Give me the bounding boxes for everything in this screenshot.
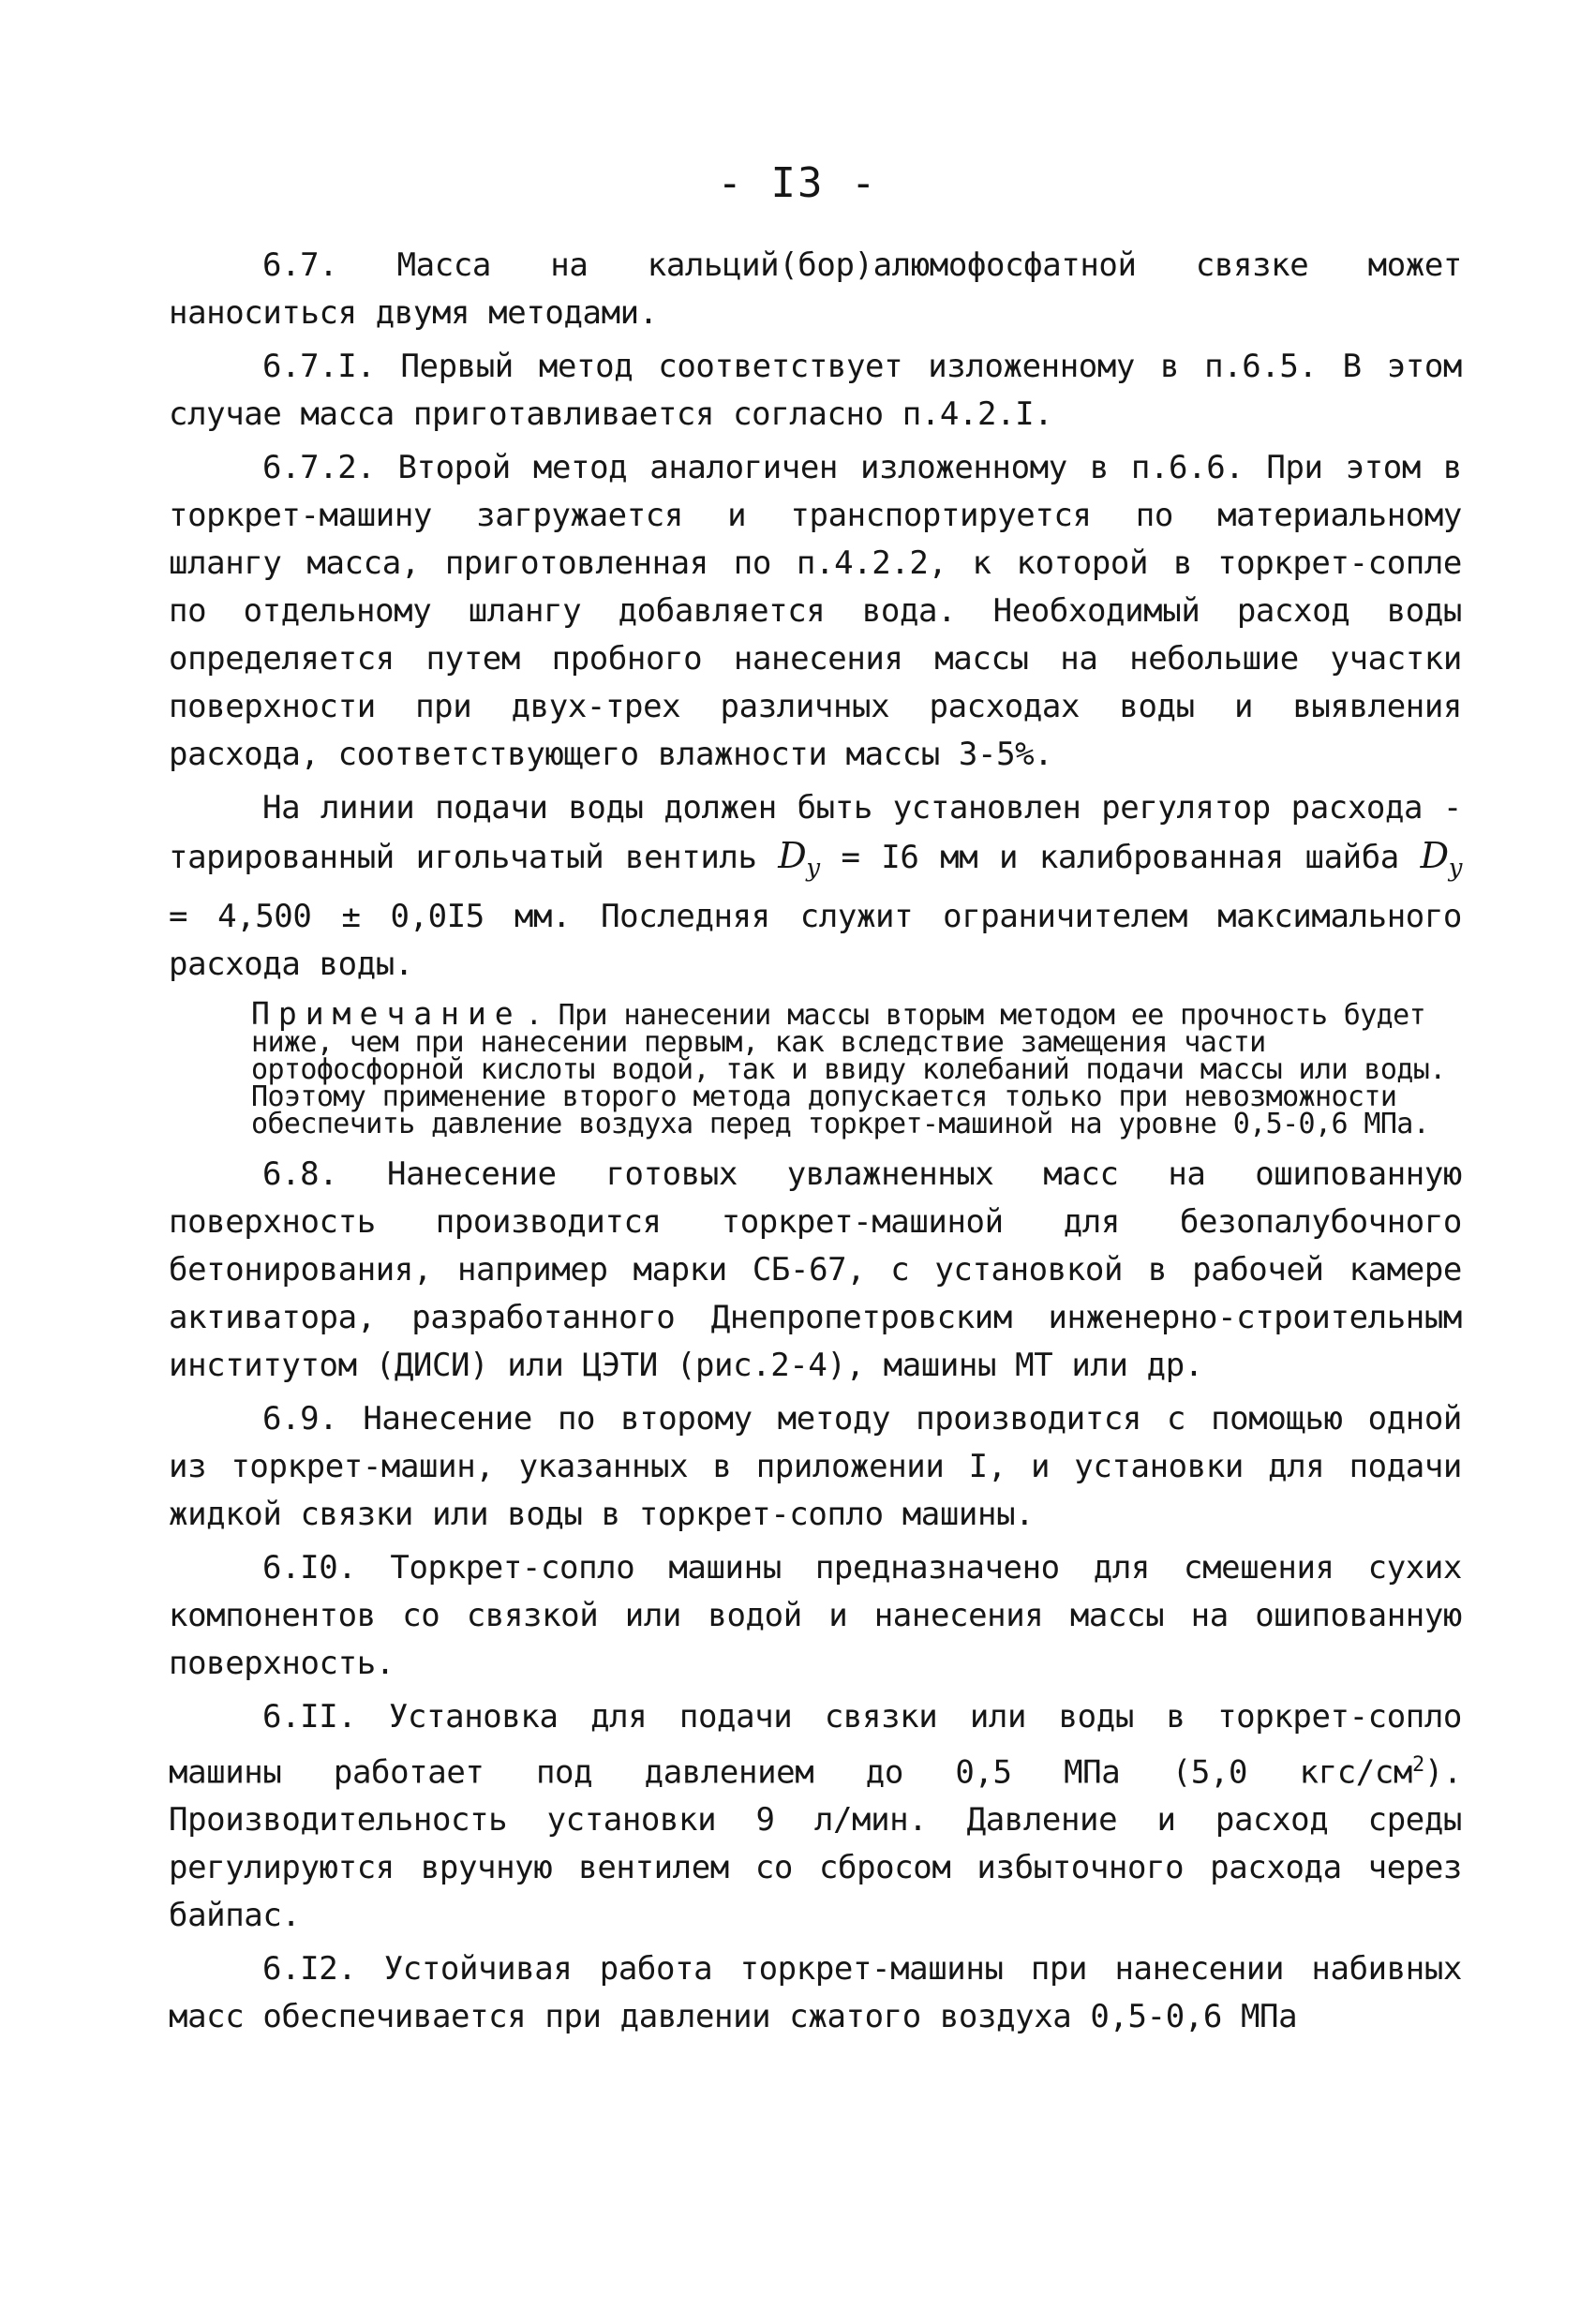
document-body	[169, 242, 1462, 2047]
regulator-text-c: = 4,500 ± 0,0I5 мм. Последняя служит ограничителем максимального расхода воды.	[169, 897, 1462, 983]
note-block	[251, 994, 1462, 1140]
washer-diameter-symbol: $D_y$	[1420, 835, 1463, 883]
pressure-text-b: ). Производительность установки 9 л/мин. Давление и расход среды регулируются вручную вентилем со сбросом избыточного расхода через байпас.	[169, 1752, 1462, 1934]
paragraph-6-7: 6.7. Масса на кальций(бор)алюмофосфатной связке может наноситься двумя методами.	[169, 246, 1462, 332]
paragraph-6-11	[169, 1693, 1462, 1940]
nominal-diameter-symbol: $D_y$	[778, 835, 820, 883]
paragraph-6-10: 6.I0. Торкрет-сопло машины предназначено для смешения сухих компонентов со связкой или водой и нанесения массы на ошипованную поверхность.	[169, 1548, 1462, 1682]
pressure-text-a: 6.II. Установка для подачи связки или воды в торкрет-сопло машины работает под давлением до 0,5 МПа (5,0 кгс/см	[169, 1697, 1462, 1791]
paragraph-regulator	[169, 784, 1462, 989]
note-text: . При нанесении массы вторым методом ее прочность будет ниже, чем при нанесении первым, как вследствие замещения части ортофосфорной кислоты водой, так и ввиду колебаний подачи массы или воды. Поэтому применение второго метода допускается только при невозможности обеспечить давление воздуха перед торкрет-машиной на уровне 0,5-0,6 МПа.	[251, 998, 1446, 1140]
squared-superscript: 2	[1412, 1752, 1424, 1777]
paragraph-6-9: 6.9. Нанесение по второму методу производится с помощью одной из торкрет-машин, указанных в приложении I, и установки для подачи жидкой связки или воды в торкрет-сопло машины.	[169, 1399, 1462, 1533]
paragraph-6-12: 6.I2. Устойчивая работа торкрет-машины при нанесении набивных масс обеспечивается при давлении сжатого воздуха 0,5-0,6 МПа	[169, 1949, 1462, 2035]
regulator-text-b: = I6 мм и калиброванная шайба	[841, 839, 1399, 876]
paragraph-6-8: 6.8. Нанесение готовых увлажненных масс на ошипованную поверхность производится торкрет-машиной для безопалубочного бетонирования, например марки СБ-67, с установкой в рабочей камере активатора, разработанного Днепропетровским инженерно-строительным институтом (ДИСИ) или ЦЭТИ (рис.2-4), машины МТ или др.	[169, 1155, 1462, 1384]
note-label: Примечание	[251, 994, 522, 1032]
paragraph-6-7-2: 6.7.2. Второй метод аналогичен изложенному в п.6.6. При этом в торкрет-машину загружается и транспортируется по материальному шлангу масса, приготовленная по п.4.2.2, к которой в торкрет-сопле по отдельному шлангу добавляется вода. Необходимый расход воды определяется путем пробного нанесения массы на небольшие участки поверхности при двух-трех различных расходах воды и выявления расхода, соответствующего влажности массы 3-5%.	[169, 449, 1462, 773]
paragraph-6-7-1: 6.7.I. Первый метод соответствует изложенному в п.6.5. В этом случае масса приготавливается согласно п.4.2.I.	[169, 348, 1462, 433]
regulator-text-a: На линии подачи воды должен быть установлен регулятор расхода - тарированный игольчатый вентиль	[169, 789, 1462, 876]
page-number: - I3 -	[717, 159, 878, 207]
